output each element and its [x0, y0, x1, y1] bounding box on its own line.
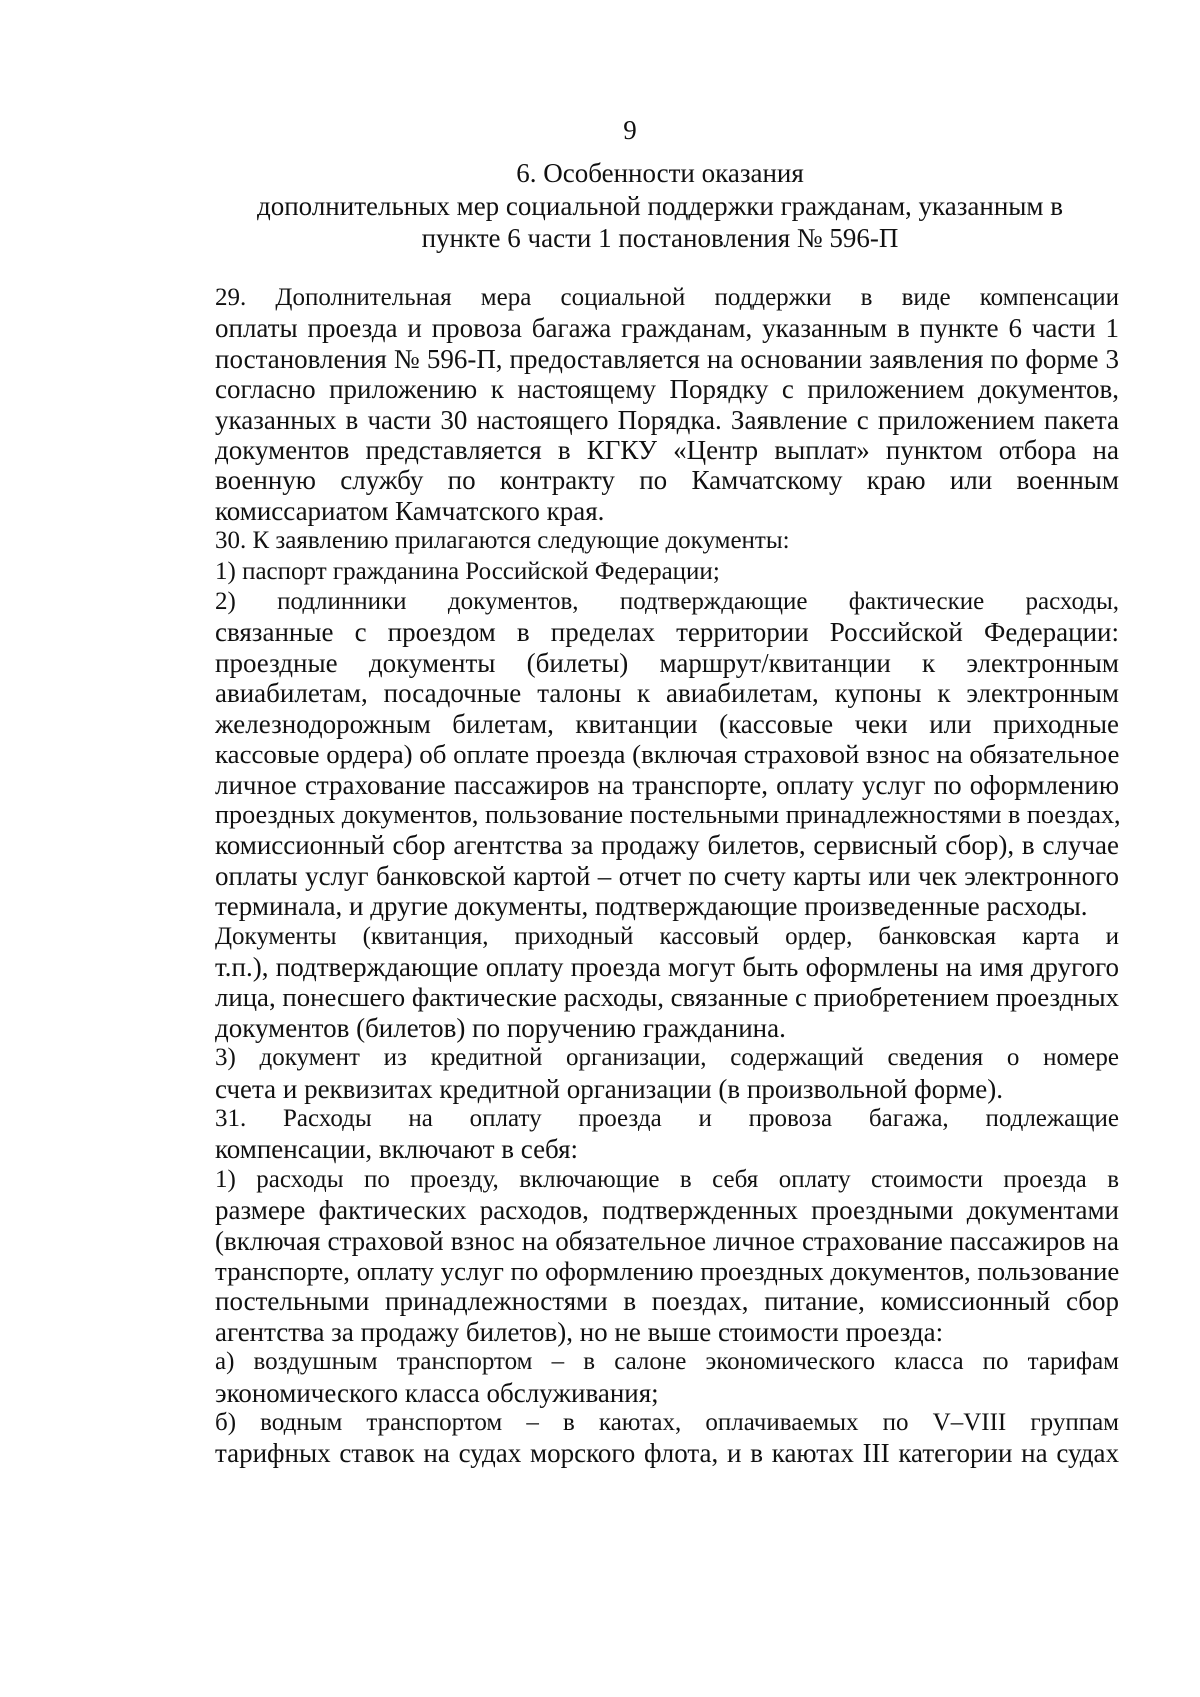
text-line: Документы (квитанция, приходный кассовый ордер, банковская карта и [215, 922, 1119, 950]
text-line: авиабилетам, посадочные талоны к авиабилетам, купоны к электронным [215, 678, 1119, 709]
heading-line: 6. Особенности оказания [516, 158, 804, 188]
text-line: 29. Дополнительная мера социальной поддержки в виде компенсации [215, 284, 1119, 311]
text-line: б) водным транспортом – в каютах, оплачиваемых по V–VIII группам [215, 1409, 1119, 1437]
text-line: указанных в части 30 настоящего Порядка. Заявление с приложением пакета [215, 404, 1119, 435]
paragraph-p31-1b [143, 1408, 1119, 1469]
text-line: проездные документы (билеты) маршрут/квитанции к электронным [215, 647, 1119, 678]
text-line: терминала, и другие документы, подтверждающие произведенные расходы. [215, 891, 1088, 922]
text-line: комиссариатом Камчатского края. [215, 495, 605, 526]
text-line: личное страхование пассажиров на транспорте, оплату услуг по оформлению [215, 769, 1119, 800]
text-line: счета и реквизитах кредитной организации (в произвольной форме). [215, 1073, 1004, 1104]
paragraph-p30-2 [143, 587, 1119, 921]
paragraph-p30-3 [143, 1043, 1119, 1104]
text-line: (включая страховой взнос на обязательное личное страхование пассажиров на [215, 1225, 1119, 1256]
text-line: постельными принадлежностями в поездах, питание, комиссионный сбор [215, 1286, 1119, 1317]
paragraph-p30-docs [143, 922, 1119, 1044]
paragraph-p31-1 [143, 1165, 1119, 1347]
text-line: документов (билетов) по поручению гражданина. [215, 1012, 786, 1043]
paragraph-p31-1a [143, 1347, 1119, 1408]
text-line: экономического класса обслуживания; [215, 1377, 659, 1408]
text-line: 1) паспорт гражданина Российской Федерации; [215, 557, 720, 585]
text-line: постановления № 596-П, предоставляется на основании заявления по форме 3 [215, 343, 1119, 374]
document-body [143, 283, 1119, 1469]
heading-line: дополнительных мер социальной поддержки гражданам, указанным в [257, 190, 1063, 221]
text-line: 1) расходы по проезду, включающие в себя оплату стоимости проезда в [215, 1165, 1119, 1193]
text-line: 30. К заявлению прилагаются следующие документы: [215, 527, 790, 555]
text-line: проездных документов, пользование постельными принадлежностями в поездах, [215, 799, 1121, 829]
text-line: оплаты проезда и провоза багажа гражданам, указанным в пункте 6 части 1 [215, 313, 1119, 344]
text-line: транспорте, оплату услуг по оформлению проездных документов, пользование [215, 1256, 1120, 1286]
section-heading [210, 157, 1110, 255]
text-line: 31. Расходы на оплату проезда и провоза багажа, подлежащие [215, 1104, 1119, 1132]
heading-line: пункте 6 части 1 постановления № 596-П [421, 223, 899, 253]
text-line: кассовые ордера) об оплате проезда (включая страховой взнос на обязательное [215, 739, 1120, 770]
paragraph-p31 [143, 1104, 1119, 1165]
text-line: военную службу по контракту по Камчатскому краю или военным [215, 465, 1119, 496]
paragraph-p29 [143, 283, 1119, 526]
text-line: документов представляется в КГКУ «Центр выплат» пунктом отбора на [215, 435, 1119, 466]
text-line: размере фактических расходов, подтвержденных проездными документами [215, 1195, 1119, 1226]
text-line: 2) подлинники документов, подтверждающие фактические расходы, [215, 588, 1119, 616]
text-line: комиссионный сбор агентства за продажу билетов, сервисный сбор), в случае [215, 830, 1119, 861]
paragraph-p30 [143, 526, 1119, 556]
text-line: а) воздушным транспортом – в салоне экономического класса по тарифам [215, 1348, 1119, 1376]
text-line: связанные с проездом в пределах территории Российской Федерации: [215, 617, 1119, 648]
text-line: т.п.), подтверждающие оплату проезда могут быть оформлены на имя другого [215, 951, 1119, 982]
page-number: 9 [623, 115, 637, 145]
text-line: лица, понесшего фактические расходы, связанные с приобретением проездных [215, 982, 1119, 1013]
paragraph-p30-1 [143, 557, 1119, 587]
text-line: тарифных ставок на судах морского флота, и в каютах III категории на судах [215, 1438, 1119, 1469]
text-line: агентства за продажу билетов), но не выше стоимости проезда: [215, 1316, 944, 1347]
text-line: 3) документ из кредитной организации, содержащий сведения о номере [215, 1044, 1119, 1072]
text-line: оплаты услуг банковской картой – отчет по счету карты или чек электронного [215, 860, 1119, 891]
text-line: компенсации, включают в себя: [215, 1134, 579, 1165]
text-line: железнодорожным билетам, квитанции (кассовые чеки или приходные [215, 708, 1119, 739]
text-line: согласно приложению к настоящему Порядку с приложением документов, [215, 374, 1119, 405]
